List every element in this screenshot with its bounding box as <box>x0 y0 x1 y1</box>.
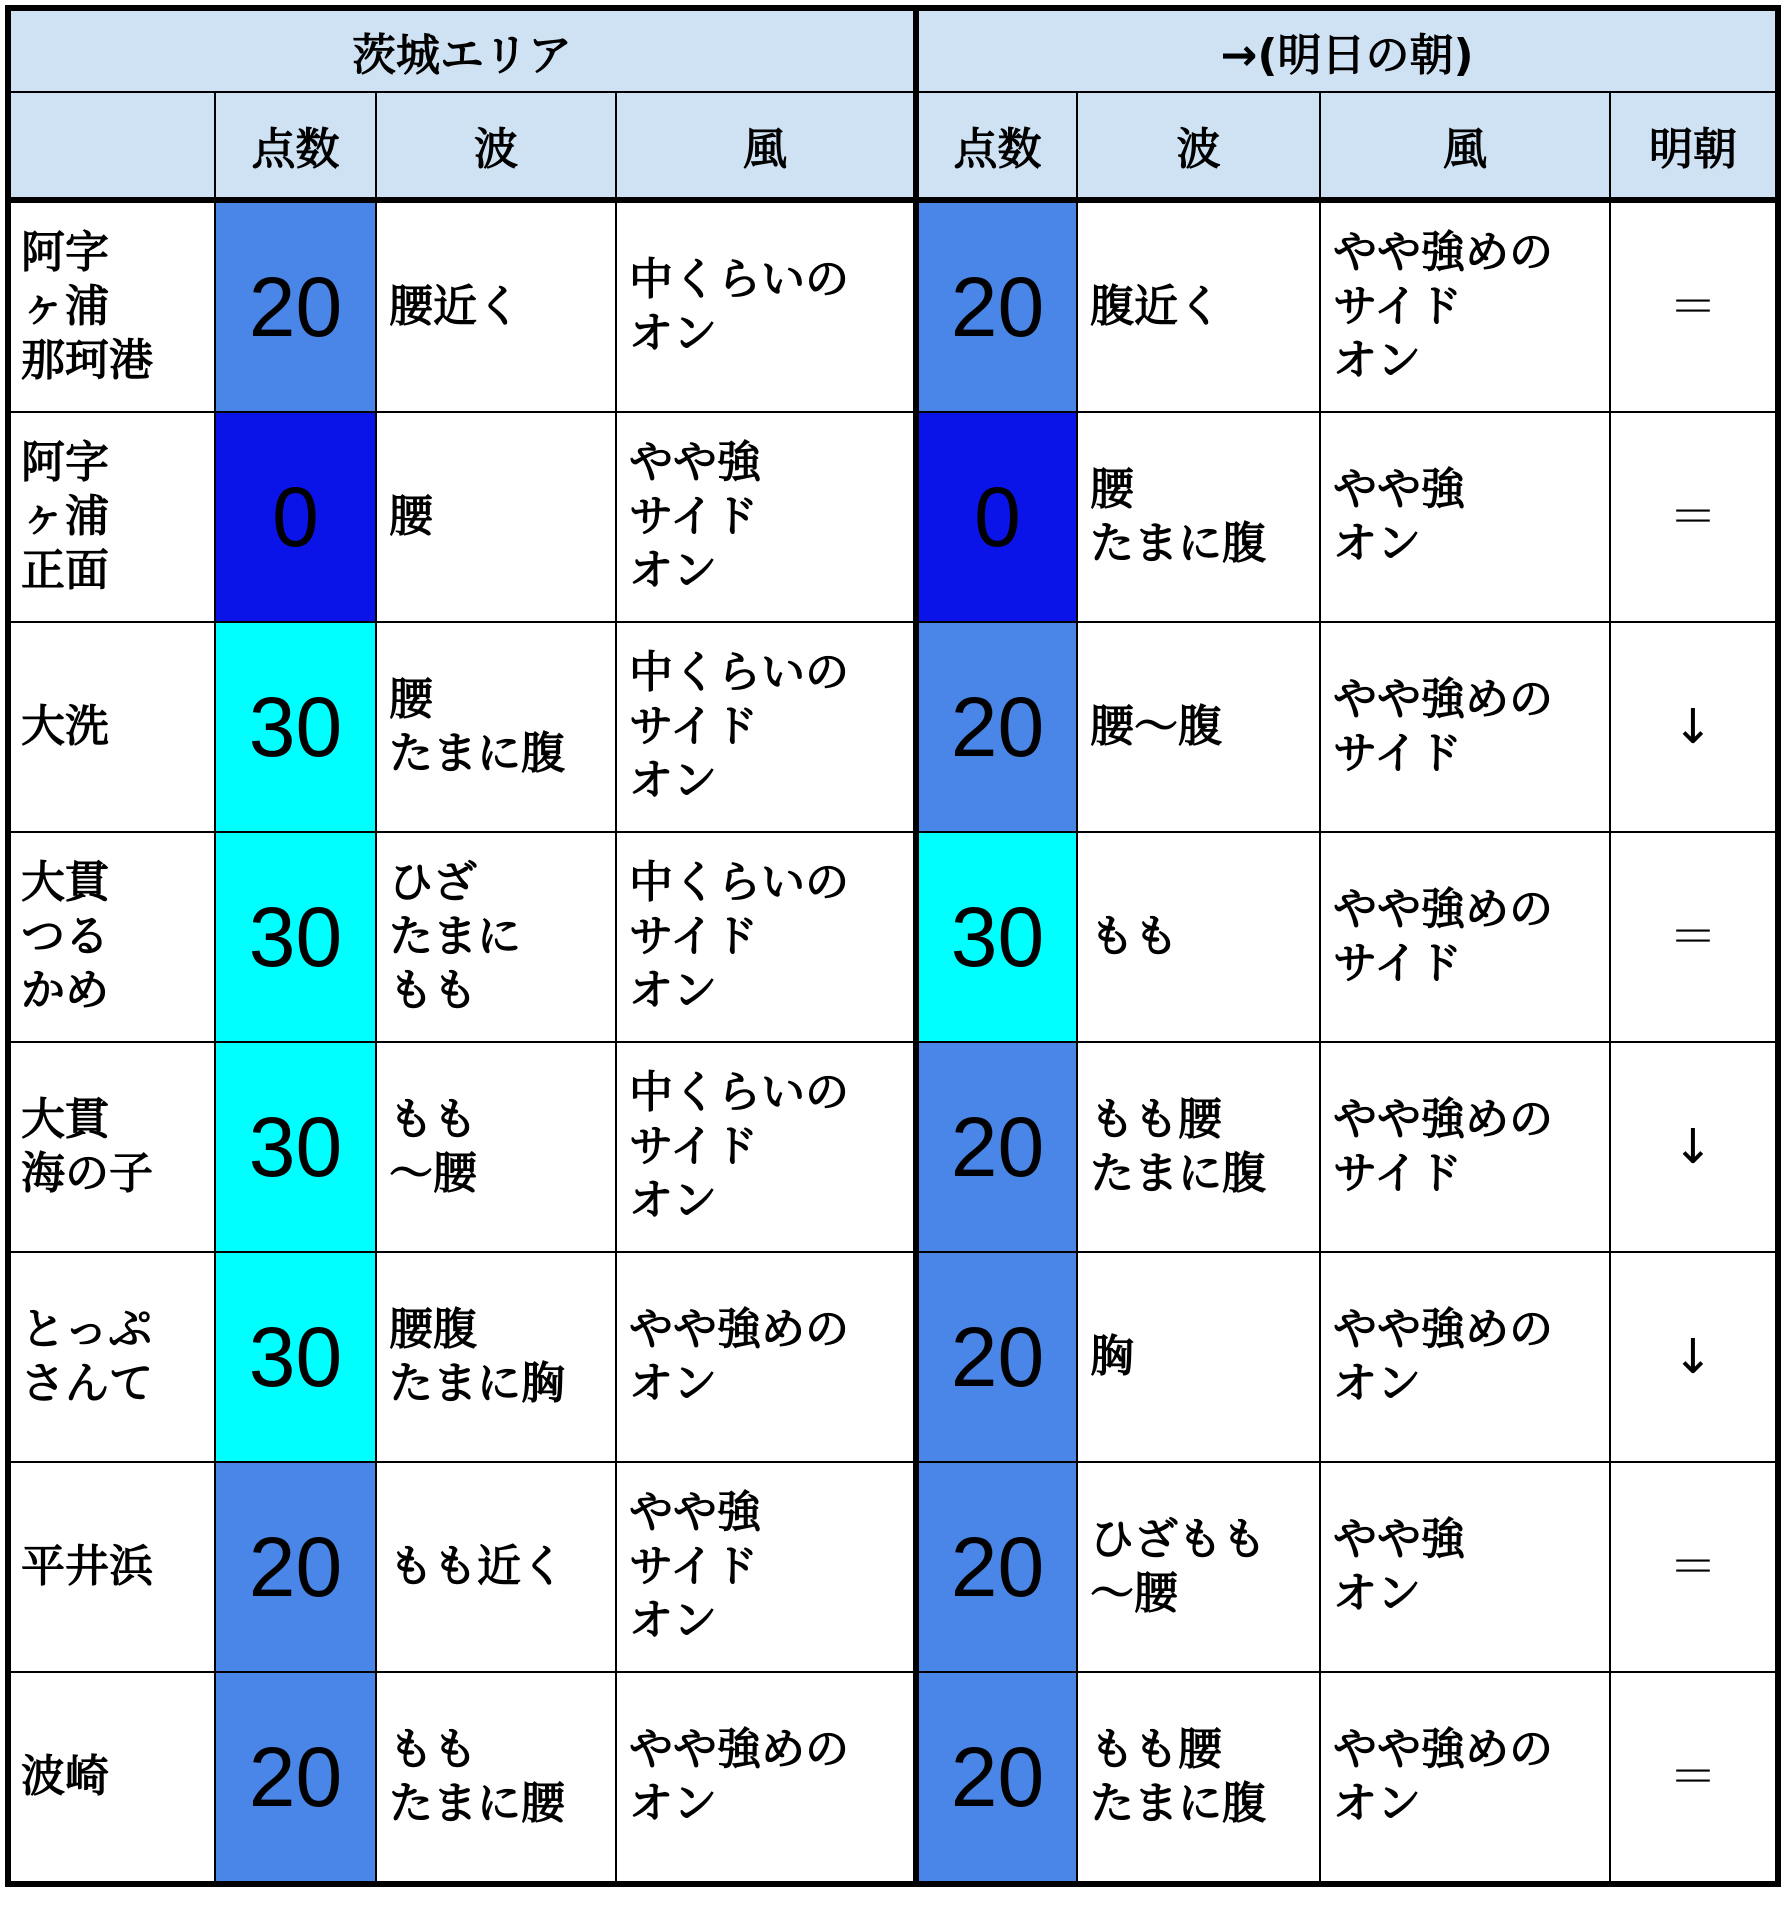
trend-indicator: ＝ <box>1610 1672 1778 1884</box>
trend-indicator: ↓ <box>1610 622 1778 832</box>
wave-today: もも ～腰 <box>376 1042 616 1252</box>
score-today: 20 <box>215 1462 376 1672</box>
score-tomorrow: 20 <box>916 1252 1077 1462</box>
wind-today: 中くらいの サイド オン <box>616 832 916 1042</box>
wind-tomorrow: やや強めの サイド <box>1320 1042 1610 1252</box>
table-row <box>8 1252 1778 1462</box>
trend-indicator: ＝ <box>1610 832 1778 1042</box>
header-row-columns <box>8 92 1778 200</box>
table-row <box>8 200 1778 412</box>
header-wind-tomorrow: 風 <box>1320 92 1610 200</box>
wind-tomorrow: やや強 オン <box>1320 412 1610 622</box>
spot-name: 大貫 海の子 <box>8 1042 215 1252</box>
header-wind: 風 <box>616 92 916 200</box>
score-today: 20 <box>215 1672 376 1884</box>
header-wave: 波 <box>376 92 616 200</box>
score-tomorrow: 20 <box>916 1042 1077 1252</box>
wind-today: やや強めの オン <box>616 1252 916 1462</box>
area-title: 茨城エリア <box>8 8 916 92</box>
wave-today: 腰近く <box>376 200 616 412</box>
trend-indicator: ＝ <box>1610 200 1778 412</box>
wave-today: 腰 <box>376 412 616 622</box>
score-tomorrow: 30 <box>916 832 1077 1042</box>
wave-tomorrow: 腹近く <box>1077 200 1320 412</box>
spot-name: とっぷ さんて <box>8 1252 215 1462</box>
wind-tomorrow: やや強めの サイド オン <box>1320 200 1610 412</box>
table-row <box>8 622 1778 832</box>
surf-forecast-table <box>5 5 1781 1887</box>
trend-indicator: ＝ <box>1610 1462 1778 1672</box>
wave-tomorrow: ひざもも ～腰 <box>1077 1462 1320 1672</box>
score-tomorrow: 20 <box>916 622 1077 832</box>
table-header <box>8 8 1778 200</box>
wind-today: やや強めの オン <box>616 1672 916 1884</box>
table-row <box>8 1462 1778 1672</box>
score-tomorrow: 20 <box>916 1462 1077 1672</box>
wave-today: 腰 たまに腹 <box>376 622 616 832</box>
surf-forecast-table-wrapper <box>5 5 1775 1887</box>
wave-today: もも たまに腰 <box>376 1672 616 1884</box>
header-trend: 明朝 <box>1610 92 1778 200</box>
wind-tomorrow: やや強めの オン <box>1320 1252 1610 1462</box>
wave-tomorrow: もも腰 たまに腹 <box>1077 1042 1320 1252</box>
wind-today: やや強 サイド オン <box>616 412 916 622</box>
score-tomorrow: 0 <box>916 412 1077 622</box>
wave-today: ひざ たまに もも <box>376 832 616 1042</box>
table-row <box>8 832 1778 1042</box>
wave-tomorrow: 腰 たまに腹 <box>1077 412 1320 622</box>
wave-tomorrow: 腰～腹 <box>1077 622 1320 832</box>
wave-tomorrow: もも腰 たまに腹 <box>1077 1672 1320 1884</box>
score-tomorrow: 20 <box>916 1672 1077 1884</box>
score-today: 0 <box>215 412 376 622</box>
wind-tomorrow: やや強 オン <box>1320 1462 1610 1672</box>
wind-tomorrow: やや強めの オン <box>1320 1672 1610 1884</box>
spot-name: 阿字 ヶ浦 正面 <box>8 412 215 622</box>
header-score: 点数 <box>215 92 376 200</box>
spot-name: 大洗 <box>8 622 215 832</box>
wave-tomorrow: 胸 <box>1077 1252 1320 1462</box>
score-today: 30 <box>215 622 376 832</box>
tomorrow-title: →(明日の朝) <box>916 8 1778 92</box>
wind-today: 中くらいの サイド オン <box>616 1042 916 1252</box>
score-today: 20 <box>215 200 376 412</box>
score-today: 30 <box>215 1252 376 1462</box>
header-score-tomorrow: 点数 <box>916 92 1077 200</box>
wind-today: 中くらいの オン <box>616 200 916 412</box>
header-spot-blank <box>8 92 215 200</box>
table-row <box>8 1042 1778 1252</box>
trend-indicator: ＝ <box>1610 412 1778 622</box>
spot-name: 阿字 ヶ浦 那珂港 <box>8 200 215 412</box>
spot-name: 平井浜 <box>8 1462 215 1672</box>
table-row <box>8 1672 1778 1884</box>
wind-tomorrow: やや強めの サイド <box>1320 622 1610 832</box>
table-body <box>8 200 1778 1884</box>
score-tomorrow: 20 <box>916 200 1077 412</box>
spot-name: 波崎 <box>8 1672 215 1884</box>
header-wave-tomorrow: 波 <box>1077 92 1320 200</box>
wave-tomorrow: もも <box>1077 832 1320 1042</box>
spot-name: 大貫 つる かめ <box>8 832 215 1042</box>
trend-indicator: ↓ <box>1610 1252 1778 1462</box>
wave-today: 腰腹 たまに胸 <box>376 1252 616 1462</box>
score-today: 30 <box>215 1042 376 1252</box>
wind-today: やや強 サイド オン <box>616 1462 916 1672</box>
wind-today: 中くらいの サイド オン <box>616 622 916 832</box>
wave-today: もも近く <box>376 1462 616 1672</box>
header-row-area <box>8 8 1778 92</box>
wind-tomorrow: やや強めの サイド <box>1320 832 1610 1042</box>
score-today: 30 <box>215 832 376 1042</box>
trend-indicator: ↓ <box>1610 1042 1778 1252</box>
table-row <box>8 412 1778 622</box>
